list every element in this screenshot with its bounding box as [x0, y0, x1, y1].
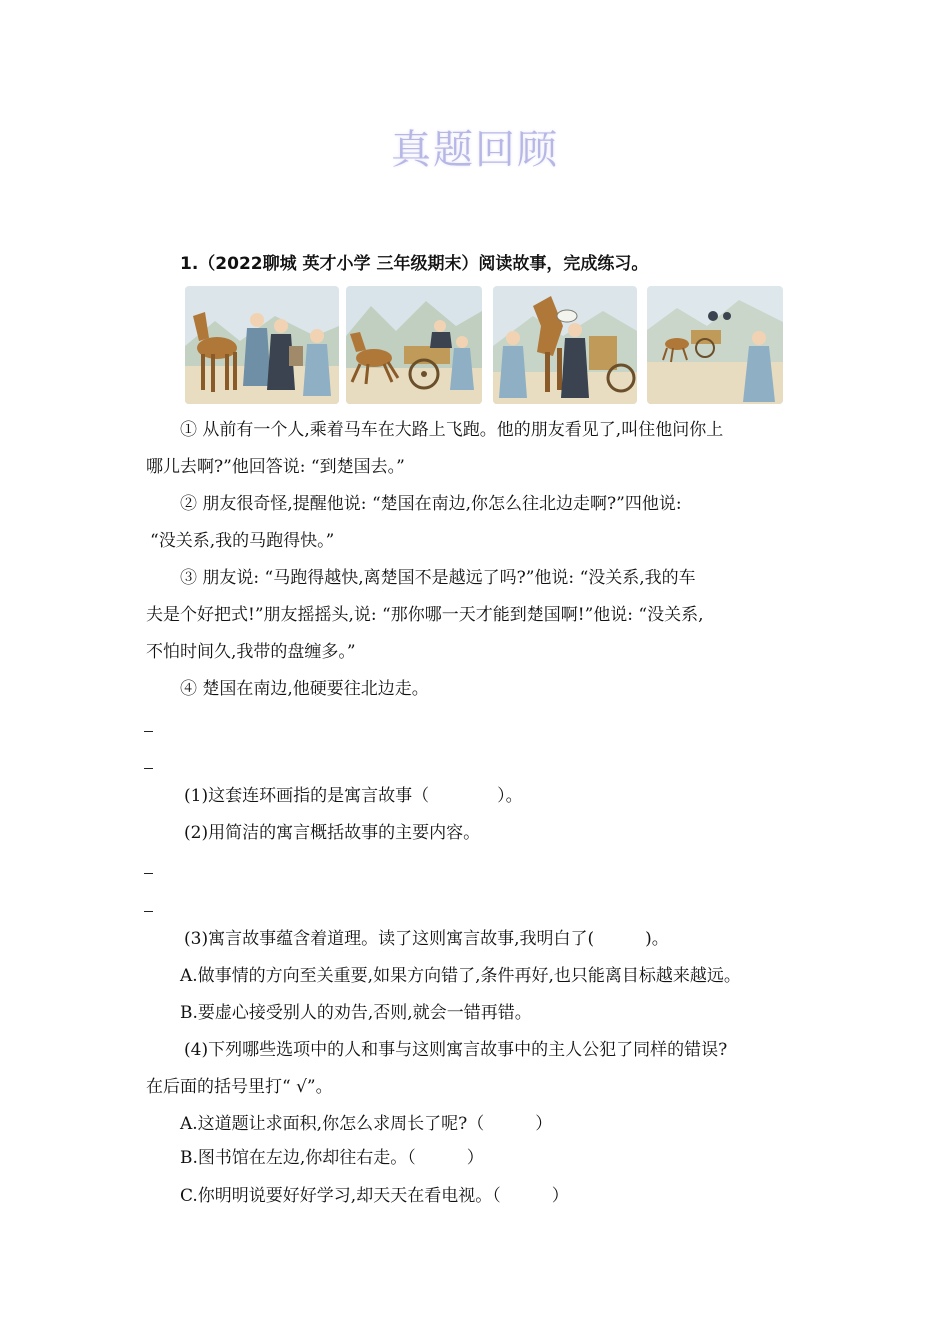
- answer-line: [144, 873, 153, 874]
- sub-question-4-cont: 在后面的括号里打“ √”。: [146, 1077, 333, 1097]
- question-header: 1.（2022聊城 英才小学 三年级期末）阅读故事，完成练习。: [180, 254, 649, 274]
- story-paragraph-2: ② 朋友很奇怪,提醒他说: “楚国在南边,你怎么往北边走啊?”四他说:: [180, 494, 682, 514]
- sub-question-3: (3)寓言故事蕴含着道理。读了这则寓言故事,我明白了( )。: [184, 929, 669, 949]
- answer-line: [144, 731, 153, 732]
- page-title: 真题回顾: [391, 127, 559, 173]
- sub-question-4-option-c: C.你明明说要好好学习,却天天在看电视。（ ）: [180, 1186, 569, 1206]
- story-paragraph-4: ④ 楚国在南边,他硬要往北边走。: [180, 679, 429, 699]
- comic-panel-1: [185, 286, 339, 404]
- story-paragraph-2-cont: “没关系,我的马跑得快。”: [150, 531, 335, 551]
- answer-line: [144, 911, 153, 912]
- story-paragraph-3-cont: 夫是个好把式!”朋友摇摇头,说: “那你哪一天才能到楚国啊!”他说: “没关系,: [146, 605, 704, 625]
- story-paragraph-3: ③ 朋友说: “马跑得越快,离楚国不是越远了吗?”他说: “没关系,我的车: [180, 568, 696, 588]
- sub-question-4-option-b: B.图书馆在左边,你却往右走。（ ）: [180, 1148, 484, 1168]
- comic-panel-2: [346, 286, 482, 404]
- story-paragraph-1: ① 从前有一个人,乘着马车在大路上飞跑。他的朋友看见了,叫住他问你上: [180, 420, 724, 440]
- sub-question-2: (2)用简洁的寓言概括故事的主要内容。: [184, 823, 481, 843]
- story-paragraph-1-cont: 哪儿去啊?”他回答说: “到楚国去。”: [146, 457, 405, 477]
- sub-question-4: (4)下列哪些选项中的人和事与这则寓言故事中的主人公犯了同样的错误?: [184, 1040, 728, 1060]
- sub-question-4-option-a: A.这道题让求面积,你怎么求周长了呢?（ ）: [180, 1114, 553, 1134]
- sub-question-3-option-b: B.要虚心接受别人的劝告,否则,就会一错再错。: [180, 1003, 532, 1023]
- sub-question-3-option-a: A.做事情的方向至关重要,如果方向错了,条件再好,也只能离目标越来越远。: [180, 966, 741, 986]
- answer-line: [144, 768, 153, 769]
- sub-question-1: (1)这套连环画指的是寓言故事（ ）。: [184, 786, 523, 806]
- comic-panel-3: [493, 286, 637, 404]
- comic-panel-4: [647, 286, 783, 404]
- story-paragraph-3-cont2: 不怕时间久,我带的盘缠多。”: [146, 642, 356, 662]
